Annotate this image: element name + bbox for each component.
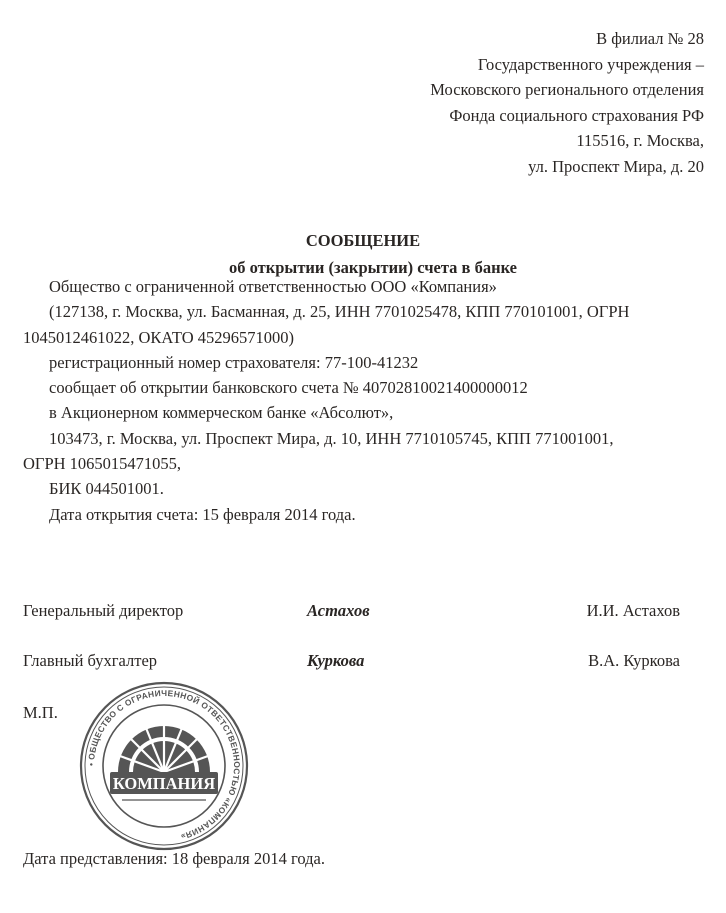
recipient-line: В филиал № 28 — [596, 29, 704, 48]
account-open-date: Дата открытия счета: 15 февраля 2014 года. — [49, 504, 356, 524]
recipient-line: 115516, г. Москва, — [576, 131, 704, 150]
registration-number: регистрационный номер страхователя: 77-100-41232 — [49, 352, 419, 372]
stamp-place-label: М.П. — [23, 703, 58, 722]
document-body — [23, 274, 713, 527]
recipient-line: Фонда социального страхования РФ — [449, 105, 704, 125]
bank-name: в Акционерном коммерческом банке «Абсолют», — [49, 403, 394, 423]
company-seal — [78, 680, 250, 852]
recipient-address — [430, 26, 704, 179]
company-address-line-1: (127138, г. Москва, ул. Басманная, д. 25, ИНН 7701025478, КПП 770101001, ОГРН — [49, 302, 630, 322]
signature-row-director — [0, 601, 726, 627]
bank-address-line-1: 103473, г. Москва, ул. Проспект Мира, д. 10, ИНН 7710105745, КПП 771001001, — [49, 428, 614, 448]
title-line-2: об открытии (закрытии) счета в банке — [228, 258, 518, 277]
signatory-name: И.И. Астахов — [586, 601, 680, 620]
bank-address-line-2: ОГРН 1065015471055, — [23, 454, 182, 474]
recipient-line: Государственного учреждения – — [477, 54, 704, 74]
signature-role: Генеральный директор — [23, 601, 184, 620]
signature-row-accountant — [0, 651, 726, 677]
submission-date: Дата представления: 18 февраля 2014 года. — [23, 849, 325, 868]
handwritten-signature: Астахов — [307, 601, 370, 620]
company-name: Общество с ограниченной ответственностью ООО «Компания» — [49, 277, 497, 296]
recipient-line: Московского регионального отделения — [430, 80, 704, 99]
title-line-1: СООБЩЕНИЕ — [305, 231, 421, 250]
company-address-line-2: 1045012461022, ОКАТО 45296571000) — [23, 327, 295, 347]
bank-bik: БИК 044501001. — [49, 479, 164, 499]
account-statement: сообщает об открытии банковского счета № 40702810021400000012 — [49, 378, 528, 398]
signatory-name: В.А. Куркова — [588, 651, 680, 670]
recipient-line: ул. Проспект Мира, д. 20 — [528, 156, 704, 176]
seal-center-text: КОМПАНИЯ — [112, 774, 216, 793]
document-title — [0, 227, 726, 281]
handwritten-signature: Куркова — [307, 651, 365, 670]
seal-ring-text: • ОБЩЕСТВО С ОГРАНИЧЕННОЙ ОТВЕТСТВЕННОСТЬЮ «КОМПАНИЯ» — [85, 687, 243, 842]
signature-role: Главный бухгалтер — [23, 651, 158, 670]
